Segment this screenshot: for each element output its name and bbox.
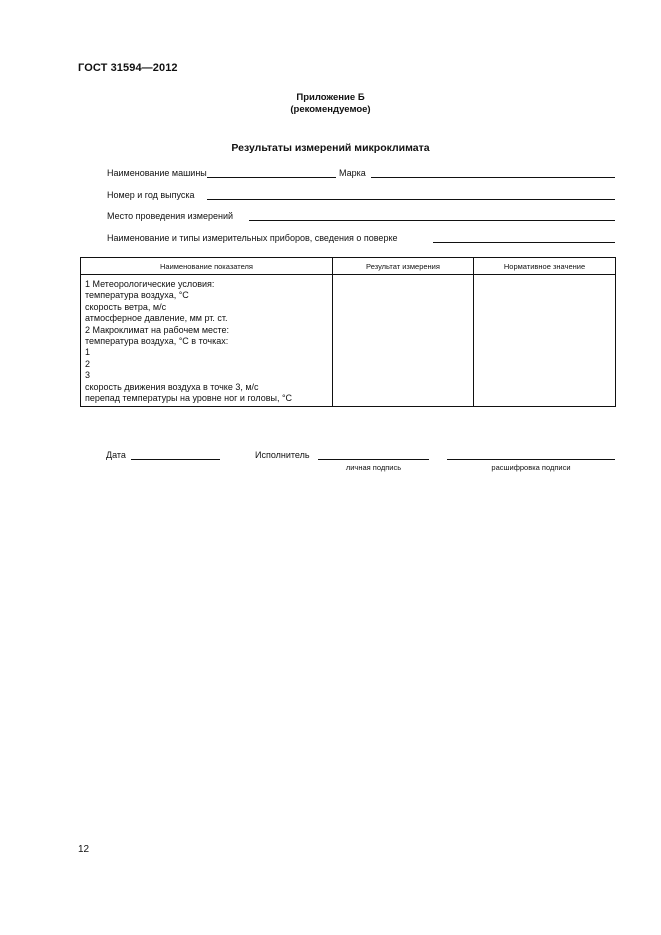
indicator-line: температура воздуха, °С — [85, 290, 189, 301]
indicator-line: перепад температуры на уровне ног и головы, °С — [85, 393, 293, 404]
indicator-line: 2 — [85, 358, 91, 369]
header-indicator: Наименование показателя — [81, 258, 333, 275]
signature-decoding-field[interactable] — [447, 459, 615, 460]
indicator-line: скорость движения воздуха в точке 3, м/с — [85, 381, 259, 392]
brand-label: Марка — [339, 168, 366, 178]
signature-decoding-caption: расшифровка подписи — [491, 463, 571, 472]
indicator-line: 3 — [85, 370, 91, 381]
number-year-field[interactable] — [207, 199, 615, 200]
date-label: Дата — [106, 450, 126, 460]
result-cell[interactable] — [333, 275, 474, 407]
norm-cell[interactable] — [474, 275, 616, 407]
indicator-line: атмосферное давление, мм рт. ст. — [85, 313, 228, 324]
annex-title: Приложение Б — [296, 92, 365, 103]
location-label: Место проведения измерений — [107, 211, 234, 221]
document-title: Результаты измерений микроклимата — [231, 142, 430, 154]
standard-code: ГОСТ 31594—2012 — [78, 62, 178, 74]
indicator-line: 2 Макроклимат на рабочем месте: — [85, 324, 230, 335]
number-year-label: Номер и год выпуска — [107, 190, 195, 200]
personal-signature-caption: личная подпись — [345, 463, 402, 472]
machine-name-label: Наименование машины — [107, 168, 207, 178]
indicator-line: 1 — [85, 347, 91, 358]
indicator-line: температура воздуха, °С в точках: — [85, 336, 229, 347]
table-row — [81, 275, 616, 407]
instruments-field[interactable] — [433, 242, 615, 243]
indicator-line: скорость ветра, м/с — [85, 301, 167, 312]
date-field[interactable] — [131, 459, 220, 460]
table-header-row — [81, 258, 616, 275]
location-field[interactable] — [249, 220, 615, 221]
brand-field[interactable] — [371, 177, 615, 178]
machine-name-field[interactable] — [207, 177, 336, 178]
indicator-line: 1 Метеорологические условия: — [85, 279, 215, 289]
header-norm: Нормативное значение — [474, 258, 616, 275]
annex-status: (рекомендуемое) — [290, 104, 371, 115]
results-table — [80, 257, 616, 407]
header-result: Результат измерения — [333, 258, 474, 275]
page-number: 12 — [78, 844, 90, 855]
indicator-cell — [81, 275, 333, 407]
executor-label: Исполнитель — [255, 450, 310, 460]
instruments-label: Наименование и типы измерительных приборов, сведения о поверке — [107, 233, 398, 243]
personal-signature-field[interactable] — [318, 459, 429, 460]
